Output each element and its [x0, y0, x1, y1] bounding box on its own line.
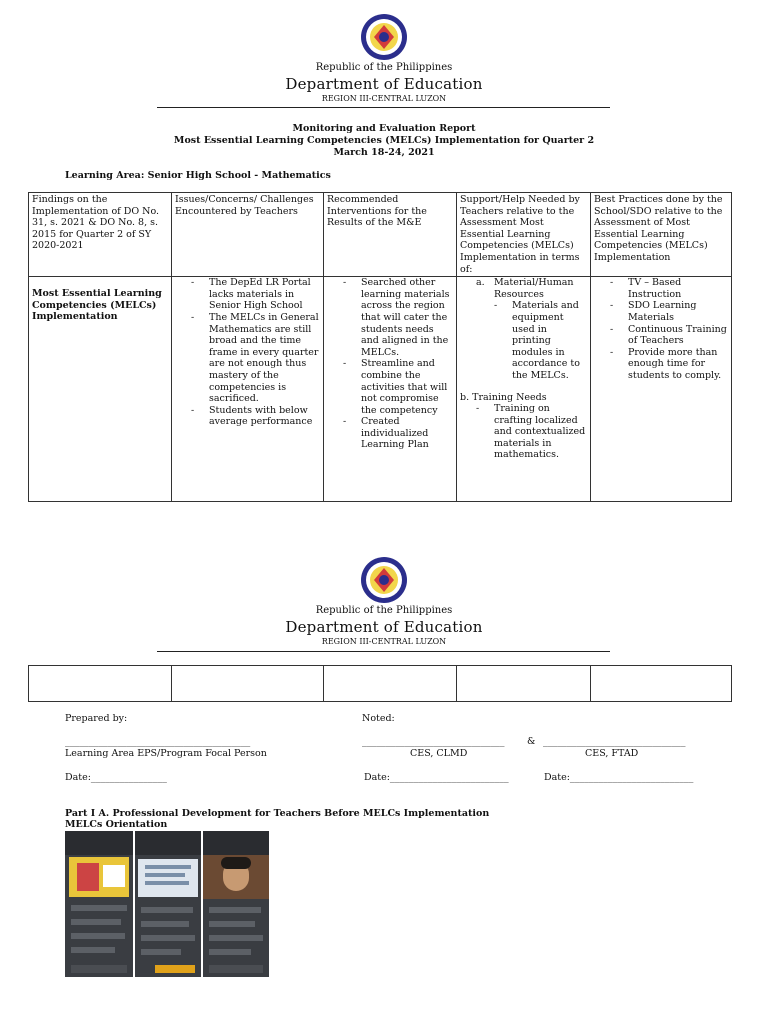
support-a-items: [494, 300, 587, 381]
header-support: Support/Help Needed by Teachers relative to the Assessment Most Essential Learning Competencies (MELCs) Implementation in terms of:: [457, 193, 591, 277]
support-b-label: b. Training Needs: [460, 391, 547, 403]
header-best-practices: Best Practices done by the School/SDO relative to the Assessment of Most Essential Learning Competencies (MELCs) Implementation: [591, 193, 732, 277]
empty-cell: [29, 666, 172, 702]
republic-label: Republic of the Philippines: [315, 62, 453, 73]
ampersand: &: [527, 736, 536, 747]
header-findings: Findings on the Implementation of DO No. 31, s. 2021 & DO No. 8, s. 2015 for Quarter 2 of SY 2020-2021: [29, 193, 172, 277]
deped-seal-icon: [360, 556, 408, 604]
report-title: Monitoring and Evaluation Report: [292, 123, 476, 134]
prepared-by-label: Prepared by:: [65, 713, 128, 724]
date-field-1: Date:________________: [65, 772, 167, 783]
part-title: Part I A. Professional Development for Teachers Before MELCs Implementation: [65, 808, 490, 819]
learning-area-label: Learning Area: Senior High School - Mathematics: [65, 170, 331, 181]
header-interventions: Recommended Interventions for the Results of the M&E: [324, 193, 457, 277]
findings-table: [28, 192, 732, 502]
orientation-screenshot-3: [203, 831, 269, 977]
date-field-2: Date:_________________________: [364, 772, 509, 783]
report-subtitle: Most Essential Learning Competencies (MELCs) Implementation for Quarter 2: [173, 135, 595, 146]
orientation-screenshot-2: [135, 831, 201, 977]
date-field-3: Date:__________________________: [544, 772, 694, 783]
department-title: Department of Education: [285, 618, 483, 636]
list-item: - Searched other learning materials across the region that will cater the students needs and aligned in the MELCs.: [361, 277, 453, 358]
list-item: - Materials and equipment used in printing modules in accordance to the MELCs.: [512, 300, 587, 381]
table-header-row: [29, 193, 732, 277]
part-subtitle: MELCs Orientation: [65, 819, 168, 830]
support-a-label: Material/Human Resources: [494, 277, 574, 300]
issues-list: [175, 277, 320, 428]
empty-cell: [172, 666, 324, 702]
header-issues: Issues/Concerns/ Challenges Encountered by Teachers: [172, 193, 324, 277]
orientation-screenshot-1: [65, 831, 133, 977]
interventions-cell: [324, 277, 457, 502]
noted-signature-line-2: ______________________________: [543, 736, 686, 747]
noted-signature-line-1: ______________________________: [362, 736, 505, 747]
table-row: [29, 277, 732, 502]
best-practices-list: [594, 277, 728, 381]
list-item: - Streamline and combine the activities that will not compromise the competency: [361, 358, 453, 416]
support-b-items: [460, 403, 587, 461]
department-title: Department of Education: [285, 75, 483, 93]
list-item: - Students with below average performance: [209, 405, 320, 428]
support-list: [460, 277, 587, 381]
role-clmd: CES, CLMD: [410, 748, 468, 759]
list-item: - The DepEd LR Portal lacks materials in Senior High School: [209, 277, 320, 312]
issues-cell: [172, 277, 324, 502]
empty-cell: [324, 666, 457, 702]
list-item: - The MELCs in General Mathematics are still broad and the time frame in every quarter are not enough thus mastery of the competencies is sacrificed.: [209, 312, 320, 405]
support-cell: [457, 277, 591, 502]
list-item: - SDO Learning Materials: [628, 300, 728, 323]
list-item: - Training on crafting localized and contextualized materials in mathematics.: [494, 403, 587, 461]
interventions-list: [327, 277, 453, 451]
list-item: [476, 277, 587, 381]
republic-label: Republic of the Philippines: [315, 605, 453, 616]
report-date: March 18-24, 2021: [333, 147, 435, 158]
list-item: - Continuous Training of Teachers: [628, 324, 728, 347]
continuation-table: [28, 665, 732, 702]
row-label: Most Essential Learning Competencies (MELCs) Implementation: [29, 277, 172, 502]
list-marker: a.: [476, 277, 485, 289]
region-label: REGION III-CENTRAL LUZON: [321, 637, 447, 646]
prepared-role: Learning Area EPS/Program Focal Person: [65, 748, 267, 759]
empty-cell: [457, 666, 591, 702]
header-divider: [157, 107, 610, 108]
header-divider: [157, 651, 610, 652]
prepared-signature-line: _______________________________________: [65, 736, 251, 747]
best-practices-cell: [591, 277, 732, 502]
empty-cell: [591, 666, 732, 702]
list-item: - Created individualized Learning Plan: [361, 416, 453, 451]
noted-label: Noted:: [362, 713, 395, 724]
list-item: - Provide more than enough time for students to comply.: [628, 347, 728, 382]
list-item: - TV – Based Instruction: [628, 277, 728, 300]
role-ftad: CES, FTAD: [585, 748, 639, 759]
table-row: [29, 666, 732, 702]
deped-seal-icon: [360, 13, 408, 61]
region-label: REGION III-CENTRAL LUZON: [321, 94, 447, 103]
